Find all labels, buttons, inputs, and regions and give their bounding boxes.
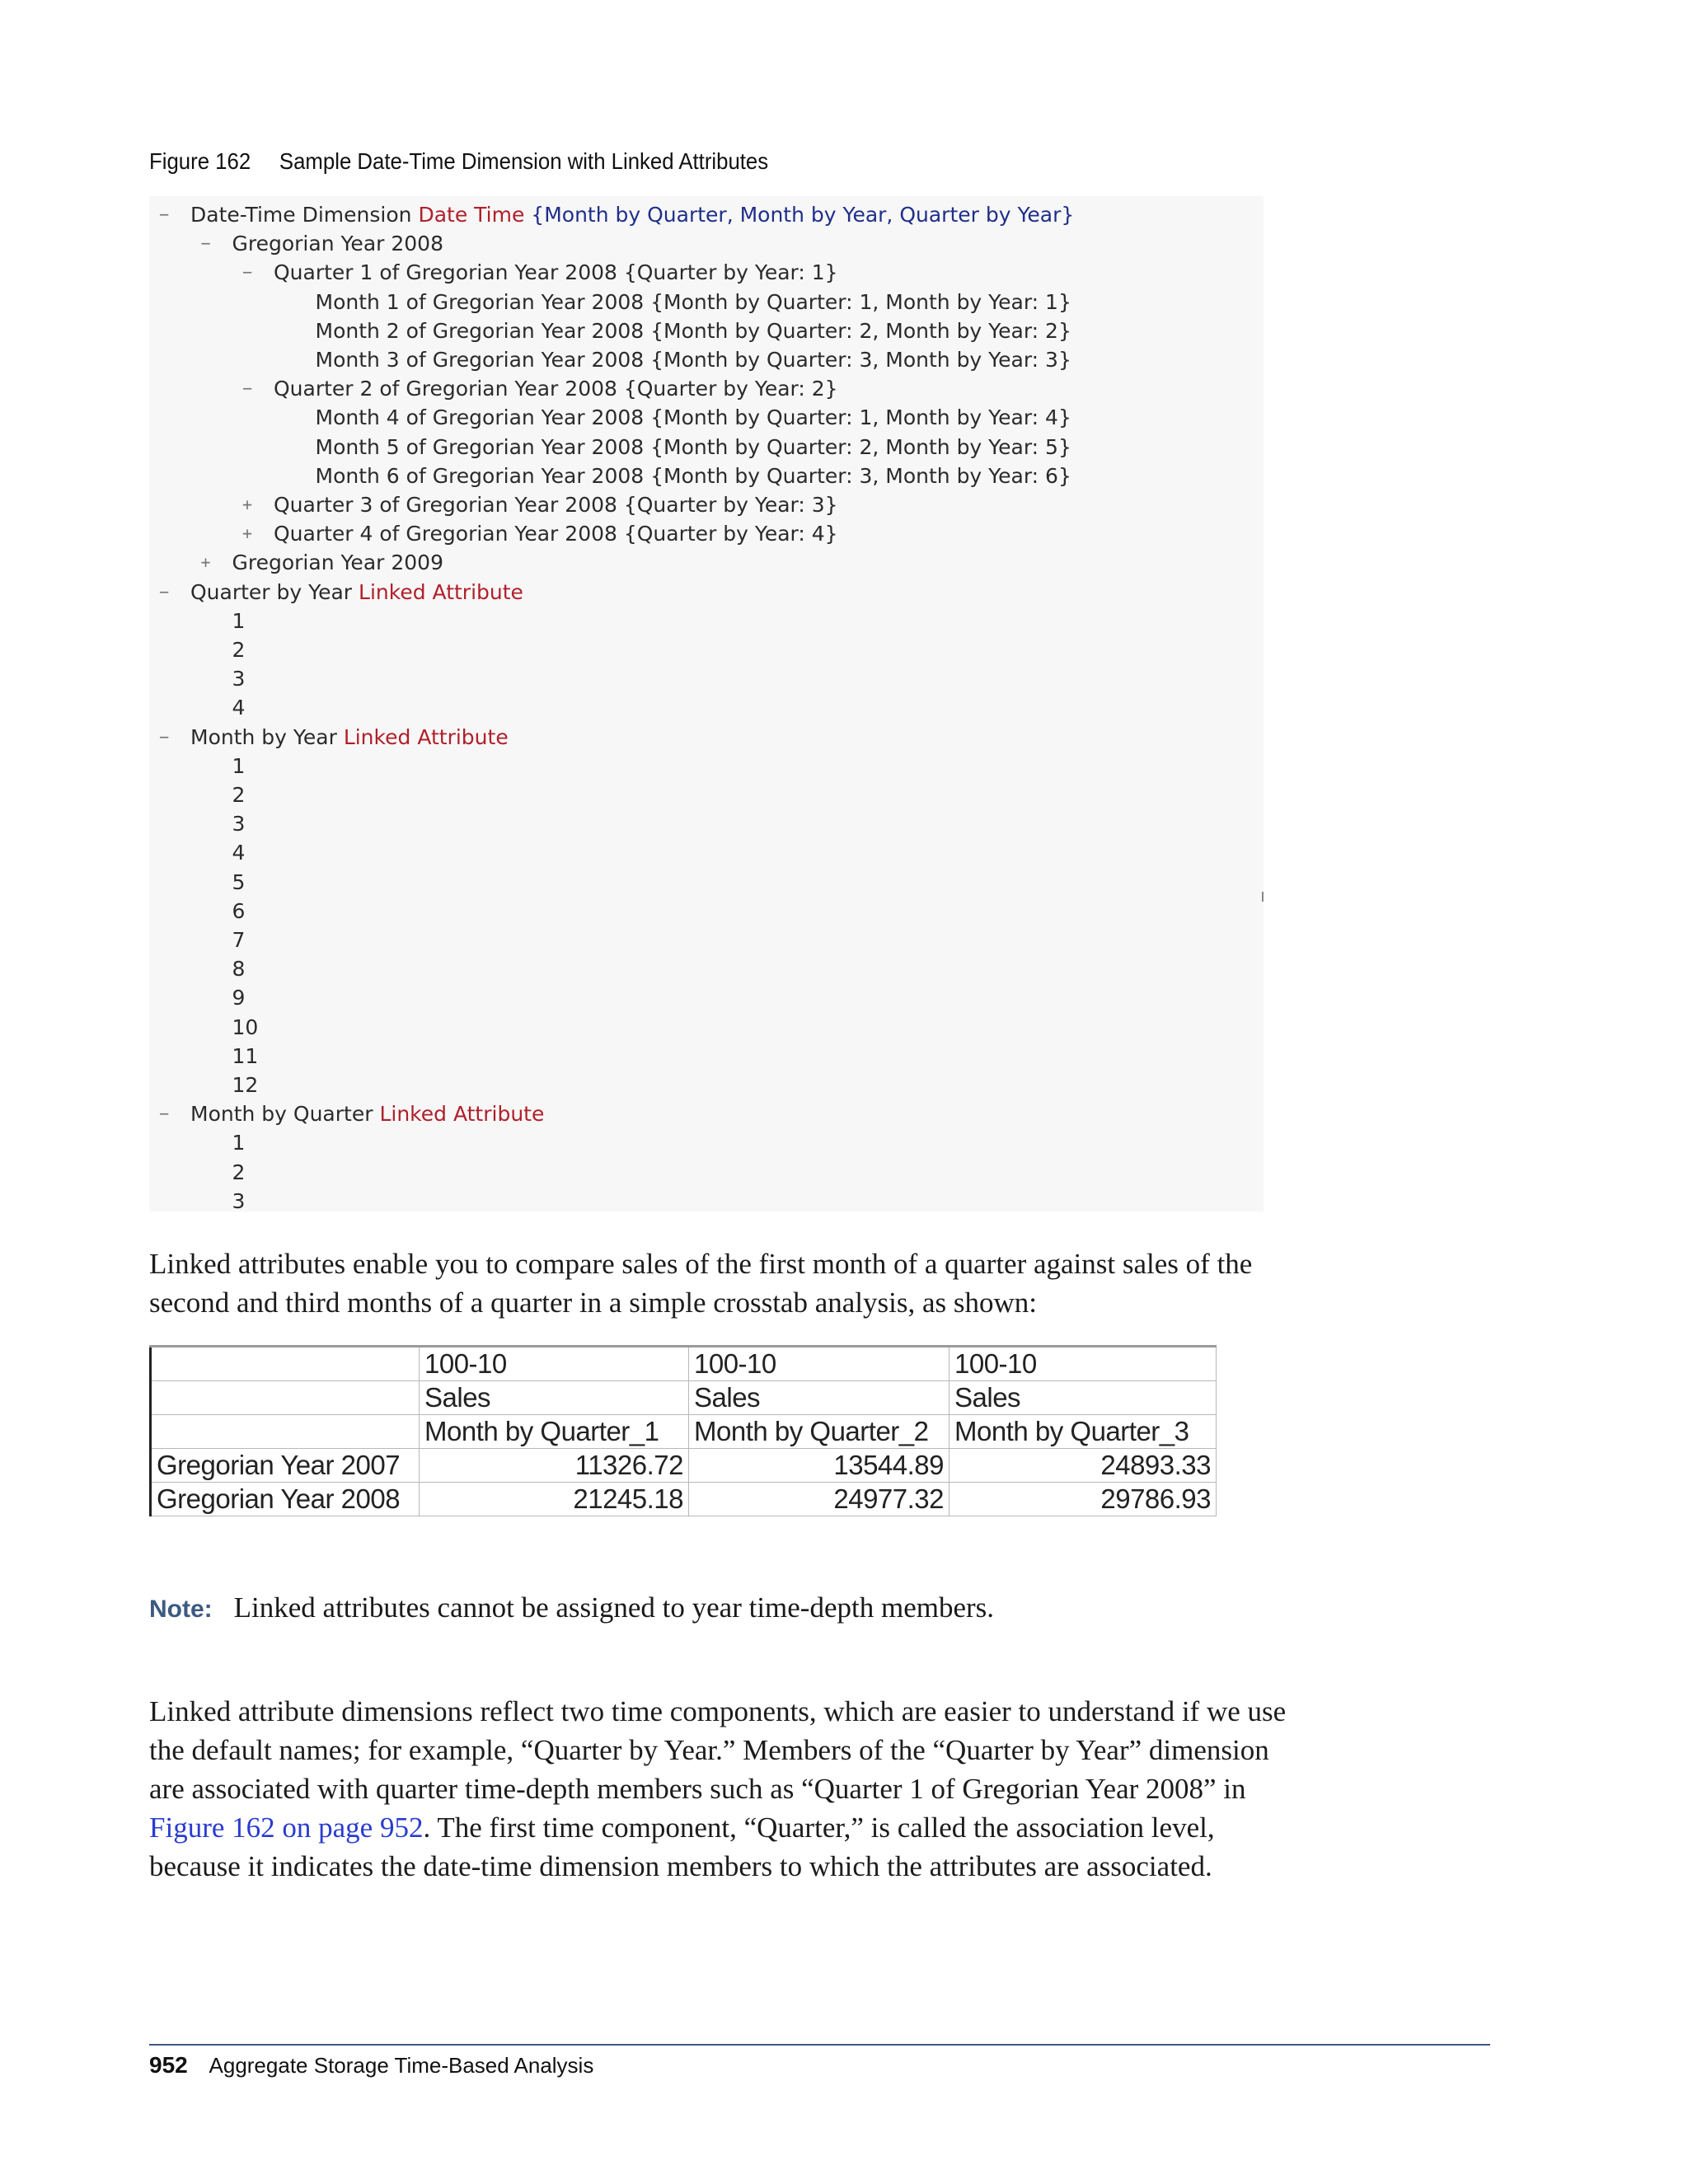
table-row xyxy=(151,1415,1217,1449)
tree-node-label: 3 xyxy=(232,812,246,837)
collapse-toggle-icon[interactable] xyxy=(159,723,177,752)
tree-node-type: Linked Attribute xyxy=(359,579,523,604)
tree-node[interactable] xyxy=(316,462,1071,490)
table-cell xyxy=(151,1381,420,1415)
paragraph-intro: Linked attributes enable you to compare sales of the first month of a quarter against sales of the second and third months of a quarter in a simple crosstab analysis, as shown: xyxy=(149,1248,1253,1319)
table-cell xyxy=(151,1347,420,1381)
tree-node[interactable] xyxy=(232,548,443,577)
tree-node[interactable] xyxy=(232,664,246,693)
collapse-toggle-icon[interactable] xyxy=(242,258,260,287)
tree-node-type: Date Time xyxy=(418,203,525,227)
tree-node-label: 4 xyxy=(232,841,246,865)
tree-node-label: Quarter by Year xyxy=(190,579,353,604)
table-cell: 29786.93 xyxy=(950,1483,1217,1516)
tree-node[interactable] xyxy=(232,1071,259,1099)
note xyxy=(149,1588,994,1629)
expand-toggle-icon[interactable] xyxy=(242,519,260,548)
collapse-toggle-icon[interactable] xyxy=(159,200,177,229)
tree-node[interactable] xyxy=(232,983,246,1012)
tree-node[interactable] xyxy=(316,433,1071,462)
expand-toggle-icon[interactable] xyxy=(201,548,219,577)
tree-node-label: Month 3 of Gregorian Year 2008 {Month by Quarter: 3, Month by Year: 3} xyxy=(315,348,1071,372)
tree-node-label: 8 xyxy=(232,957,246,982)
tree-node[interactable] xyxy=(316,345,1071,374)
collapse-toggle-icon[interactable] xyxy=(159,578,177,607)
figure-title: Sample Date-Time Dimension with Linked Attributes xyxy=(279,148,769,174)
tree-node-label: Month 6 of Gregorian Year 2008 {Month by Quarter: 3, Month by Year: 6} xyxy=(315,463,1071,488)
tree-node[interactable] xyxy=(232,1013,259,1042)
table-cell: Gregorian Year 2008 xyxy=(151,1483,420,1516)
tree-node-label: 2 xyxy=(232,638,246,662)
tree-node[interactable] xyxy=(274,258,838,287)
table-cell: Month by Quarter_1 xyxy=(420,1415,689,1449)
table-cell: 11326.72 xyxy=(420,1449,689,1483)
table-cell: 13544.89 xyxy=(689,1449,950,1483)
tree-node-label: 2 xyxy=(232,1160,246,1184)
page-number: 952 xyxy=(149,2052,188,2078)
tree-node[interactable] xyxy=(274,519,838,548)
table-cell: 100-10 xyxy=(420,1347,689,1381)
tree-node-label: Quarter 2 of Gregorian Year 2008 {Quarter by Year: 2} xyxy=(274,377,838,401)
tree-node-label: 2 xyxy=(232,783,246,807)
collapse-toggle-icon[interactable] xyxy=(242,374,260,403)
tree-node[interactable] xyxy=(190,1099,544,1128)
tree-node[interactable] xyxy=(232,838,246,867)
table-cell xyxy=(151,1415,420,1449)
tree-node[interactable] xyxy=(316,403,1071,432)
tree-node[interactable] xyxy=(190,200,1074,229)
page-footer xyxy=(149,2052,593,2079)
table-cell: 24893.33 xyxy=(950,1449,1217,1483)
tree-node[interactable] xyxy=(232,635,246,664)
paragraph-linked-dimensions xyxy=(149,1692,1303,1886)
table-cell: Sales xyxy=(420,1381,689,1415)
tree-node-label: Month by Year xyxy=(190,724,337,749)
table-row xyxy=(151,1483,1217,1516)
tree-node-label: 1 xyxy=(232,608,246,633)
tree-node[interactable] xyxy=(232,1042,259,1071)
expand-toggle-icon[interactable] xyxy=(242,490,260,519)
tree-node[interactable] xyxy=(190,723,509,752)
tree-node-label: 3 xyxy=(232,667,246,691)
figure-link[interactable]: Figure 162 on page 952 xyxy=(149,1811,424,1844)
table-row xyxy=(151,1449,1217,1483)
collapse-toggle-icon[interactable] xyxy=(201,229,219,258)
dimension-tree-panel xyxy=(149,196,1264,1212)
tree-node[interactable] xyxy=(232,229,443,258)
table-cell: Month by Quarter_2 xyxy=(689,1415,950,1449)
table-row xyxy=(151,1381,1217,1415)
tree-node[interactable] xyxy=(232,897,246,926)
tree-node-label: Month by Quarter xyxy=(190,1102,373,1127)
paragraph-text-before: Linked attribute dimensions reflect two time components, which are easier to understand if we use the default names; for example, “Quarter by Year.” Members of the “Quarter by Year” dimension are associated with quarter time-depth members such as “Quarter 1 of Gregorian Year 2008” in xyxy=(149,1695,1287,1805)
tree-node-label: 5 xyxy=(232,869,246,894)
note-text: Linked attributes cannot be assigned to year time-depth members. xyxy=(233,1591,995,1624)
table-row xyxy=(151,1347,1217,1381)
figure-number: Figure 162 xyxy=(149,148,251,174)
tree-node[interactable] xyxy=(232,868,246,897)
footer-section: Aggregate Storage Time-Based Analysis xyxy=(209,2053,594,2078)
tree-node[interactable] xyxy=(232,1128,246,1157)
table-cell: Sales xyxy=(689,1381,950,1415)
tree-node-label: Month 1 of Gregorian Year 2008 {Month by Quarter: 1, Month by Year: 1} xyxy=(315,289,1071,314)
table-cell: Month by Quarter_3 xyxy=(950,1415,1217,1449)
tree-node[interactable] xyxy=(232,809,246,838)
tree-node-label: 12 xyxy=(232,1073,259,1097)
table-cell: 100-10 xyxy=(950,1347,1217,1381)
tree-node[interactable] xyxy=(232,954,246,983)
tree-node-label: Gregorian Year 2009 xyxy=(232,551,443,575)
figure-caption xyxy=(149,148,768,175)
tree-node[interactable] xyxy=(232,926,246,954)
table-cell: Gregorian Year 2007 xyxy=(151,1449,420,1483)
note-label: Note: xyxy=(149,1596,213,1623)
tree-node[interactable] xyxy=(232,780,246,809)
tree-node-label: Month 5 of Gregorian Year 2008 {Month by Quarter: 2, Month by Year: 5} xyxy=(315,434,1071,459)
tree-node[interactable] xyxy=(232,1187,246,1216)
paragraph-text-after: . The first time component, “Quarter,” is called the association level, because it indicates the date-time dimension members to which the attributes are associated. xyxy=(149,1811,1215,1882)
tree-node-label: 6 xyxy=(232,898,246,923)
tree-node[interactable] xyxy=(316,288,1071,316)
tree-node[interactable] xyxy=(232,1158,246,1187)
tree-node[interactable] xyxy=(190,578,523,607)
tree-node[interactable] xyxy=(232,752,246,780)
tree-node-label: Month 2 of Gregorian Year 2008 {Month by Quarter: 2, Month by Year: 2} xyxy=(315,318,1071,343)
tree-node-type: Linked Attribute xyxy=(379,1102,545,1127)
tree-node-label: 1 xyxy=(232,1131,246,1155)
stray-mark xyxy=(1262,892,1264,902)
tree-node-label: 3 xyxy=(232,1188,246,1213)
tree-node[interactable] xyxy=(232,693,246,722)
tree-node-label: Date-Time Dimension xyxy=(190,203,412,227)
tree-node-attributes: {Month by Quarter, Month by Year, Quarter by Year} xyxy=(531,203,1075,227)
tree-node[interactable] xyxy=(316,316,1071,345)
tree-node-label: 7 xyxy=(232,928,246,952)
tree-node-label: Quarter 1 of Gregorian Year 2008 {Quarter by Year: 1} xyxy=(274,260,838,285)
tree-node-label: Quarter 4 of Gregorian Year 2008 {Quarter by Year: 4} xyxy=(274,522,838,546)
table-cell: Sales xyxy=(950,1381,1217,1415)
table-cell: 100-10 xyxy=(689,1347,950,1381)
tree-node-label: 10 xyxy=(232,1015,259,1039)
table-cell: 21245.18 xyxy=(420,1483,689,1516)
footer-rule xyxy=(149,2044,1490,2046)
tree-node-label: Quarter 3 of Gregorian Year 2008 {Quarter by Year: 3} xyxy=(274,493,838,517)
tree-node[interactable] xyxy=(274,490,838,519)
tree-node-label: 1 xyxy=(232,753,246,778)
tree-node-type: Linked Attribute xyxy=(343,724,509,749)
tree-node-label: 4 xyxy=(232,696,246,720)
tree-node[interactable] xyxy=(274,374,838,403)
collapse-toggle-icon[interactable] xyxy=(159,1099,177,1128)
tree-node-label: 11 xyxy=(232,1043,259,1068)
tree-node[interactable] xyxy=(232,607,246,635)
crosstab-table xyxy=(149,1345,1217,1516)
tree-node-label: Gregorian Year 2008 xyxy=(232,232,443,256)
tree-node-label: Month 4 of Gregorian Year 2008 {Month by Quarter: 1, Month by Year: 4} xyxy=(315,405,1071,430)
table-cell: 24977.32 xyxy=(689,1483,950,1516)
tree-node-label: 9 xyxy=(232,986,246,1010)
